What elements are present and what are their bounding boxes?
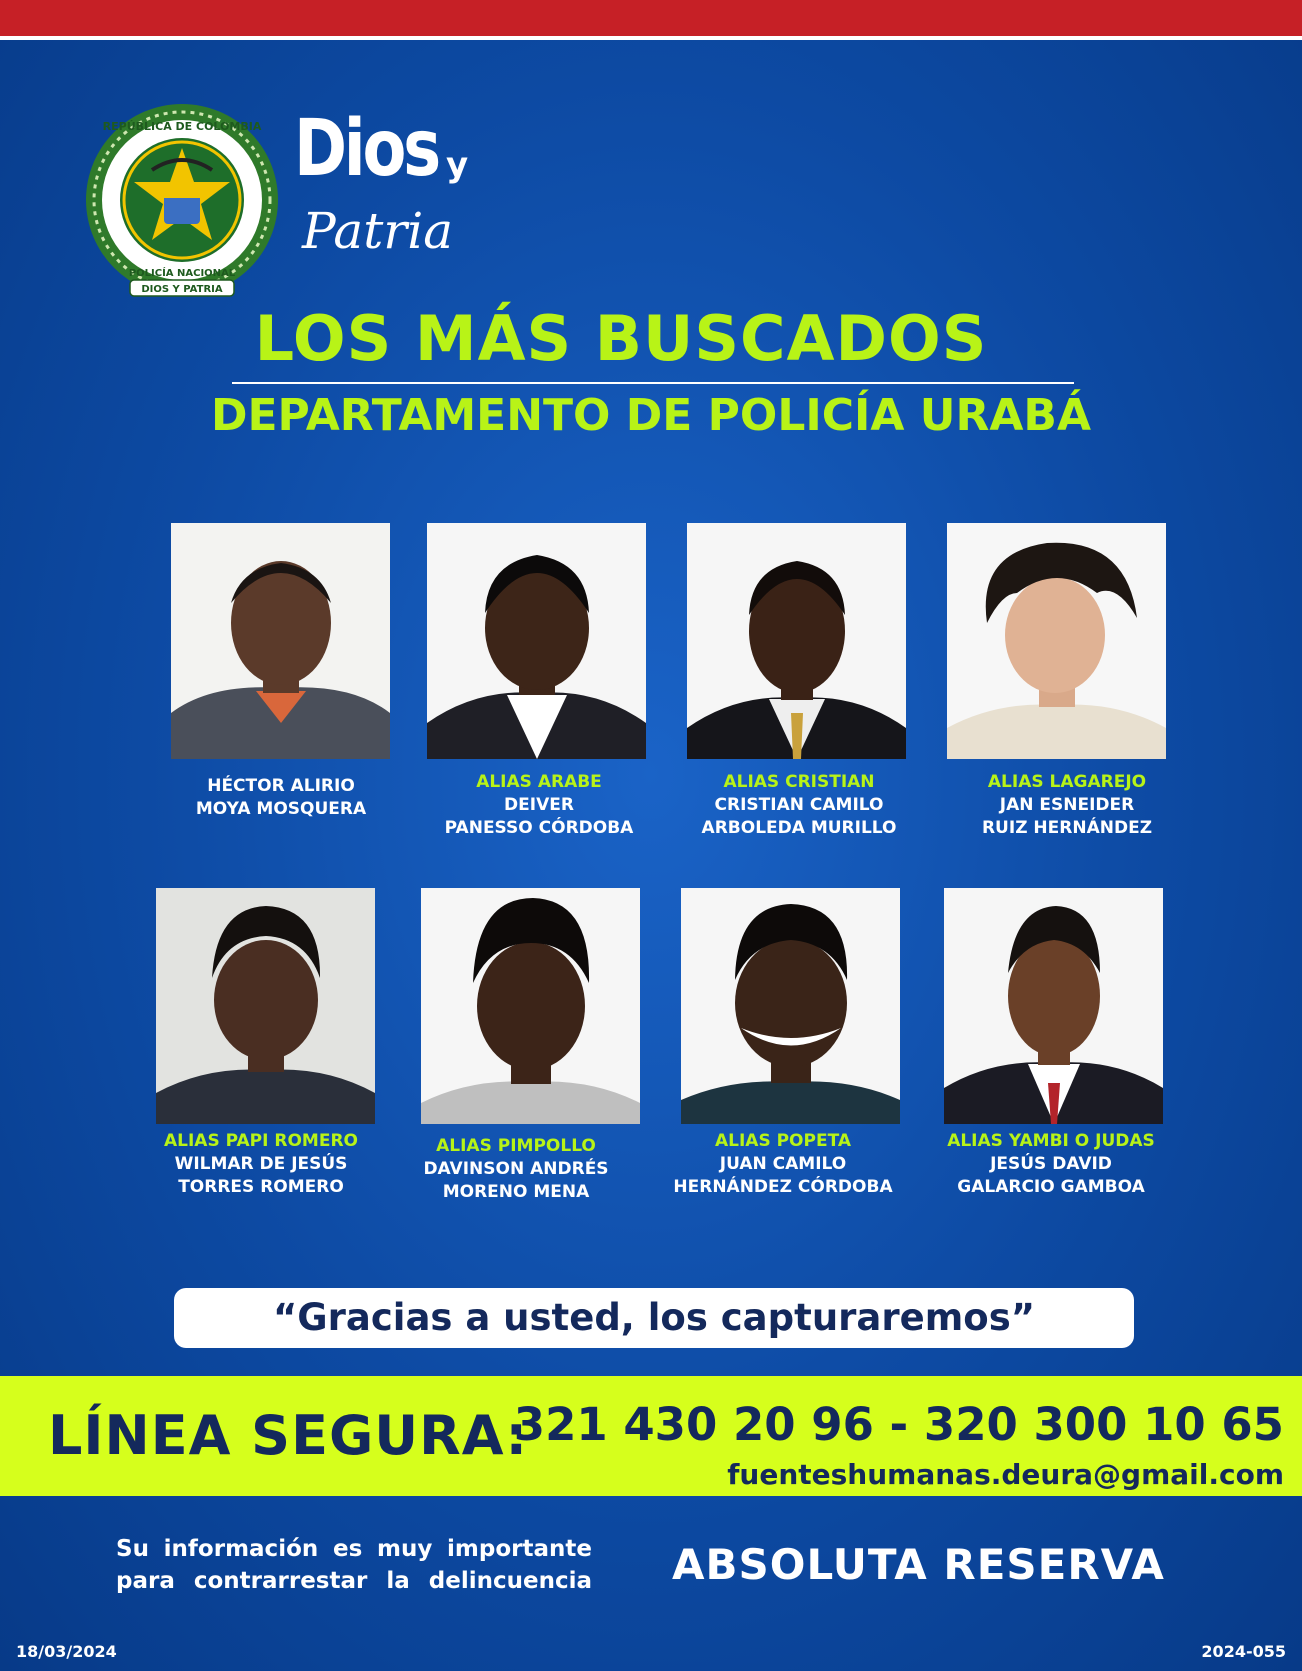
motto-dios: Dios bbox=[294, 104, 438, 194]
wanted-photo-8 bbox=[944, 888, 1163, 1124]
svg-text:POLICÍA NACIONAL: POLICÍA NACIONAL bbox=[128, 268, 236, 279]
wanted-photo-6 bbox=[421, 888, 640, 1124]
wanted-name-line1: JUAN CAMILO bbox=[719, 1154, 847, 1174]
wanted-alias: ALIAS LAGAREJO bbox=[987, 772, 1147, 792]
wanted-photo-3 bbox=[687, 523, 906, 759]
wanted-name-line2: PANESSO CÓRDOBA bbox=[444, 818, 634, 838]
wanted-name-line1: WILMAR DE JESÚS bbox=[174, 1154, 348, 1174]
motto-patria: Patria bbox=[302, 202, 454, 260]
info-text bbox=[116, 1533, 592, 1597]
wanted-alias: ALIAS CRISTIAN bbox=[723, 772, 875, 792]
wanted-name-line2: TORRES ROMERO bbox=[178, 1177, 344, 1197]
wanted-name-line1: JAN ESNEIDER bbox=[999, 795, 1135, 815]
wanted-caption-4 bbox=[937, 771, 1197, 840]
wanted-name-line2: MORENO MENA bbox=[442, 1182, 590, 1202]
wanted-alias: ALIAS PIMPOLLO bbox=[436, 1136, 596, 1156]
wanted-caption-5 bbox=[131, 1130, 391, 1199]
hotline-label: LÍNEA SEGURA: bbox=[48, 1404, 529, 1467]
motto-y: y bbox=[446, 145, 469, 185]
top-red-bar bbox=[0, 0, 1302, 36]
wanted-photo-5 bbox=[156, 888, 375, 1124]
wanted-caption-8 bbox=[921, 1130, 1181, 1199]
poster-subtitle: DEPARTAMENTO DE POLICÍA URABÁ bbox=[210, 390, 1092, 441]
wanted-photo-2 bbox=[427, 523, 646, 759]
wanted-alias: ALIAS PAPI ROMERO bbox=[163, 1131, 358, 1151]
absolute-reserve-text: ABSOLUTA RESERVA bbox=[672, 1540, 1165, 1589]
info-line-1: Su información es muy importante bbox=[116, 1536, 592, 1562]
wanted-name-line1: DEIVER bbox=[504, 795, 574, 815]
info-line-2: para contrarrestar la delincuencia bbox=[116, 1568, 592, 1594]
wanted-photo-1 bbox=[171, 523, 390, 759]
wanted-alias: ALIAS YAMBI O JUDAS bbox=[947, 1131, 1155, 1151]
wanted-name-line2: RUIZ HERNÁNDEZ bbox=[981, 818, 1153, 838]
poster-title: LOS MÁS BUSCADOS bbox=[254, 302, 988, 375]
wanted-caption-2 bbox=[409, 771, 669, 840]
wanted-caption-3 bbox=[669, 771, 929, 840]
svg-text:REPÚBLICA DE COLOMBIA: REPÚBLICA DE COLOMBIA bbox=[102, 120, 262, 133]
wanted-name-line2: GALARCIO GAMBOA bbox=[957, 1177, 1145, 1197]
svg-text:DIOS Y PATRIA: DIOS Y PATRIA bbox=[141, 284, 223, 295]
wanted-name-line2: ARBOLEDA MURILLO bbox=[701, 818, 897, 838]
wanted-photo-7 bbox=[681, 888, 900, 1124]
wanted-caption-6 bbox=[386, 1135, 646, 1204]
poster-date: 18/03/2024 bbox=[16, 1642, 117, 1661]
wanted-name-line1: DAVINSON ANDRÉS bbox=[423, 1159, 609, 1179]
poster-code: 2024-055 bbox=[1201, 1642, 1286, 1661]
wanted-name-line1: JESÚS DAVID bbox=[990, 1154, 1112, 1174]
wanted-caption-7 bbox=[653, 1130, 913, 1199]
hotline-phone-numbers[interactable]: 321 430 20 96 - 320 300 10 65 bbox=[513, 1398, 1284, 1451]
wanted-caption-1 bbox=[151, 775, 411, 821]
wanted-photo-4 bbox=[947, 523, 1166, 759]
wanted-name-line2: HERNÁNDEZ CÓRDOBA bbox=[673, 1177, 893, 1197]
police-seal-logo bbox=[82, 100, 282, 300]
wanted-alias: ALIAS ARABE bbox=[476, 772, 602, 792]
title-divider bbox=[232, 382, 1074, 384]
wanted-name-line1: HÉCTOR ALIRIO bbox=[207, 776, 355, 796]
motto-logo bbox=[290, 104, 490, 280]
wanted-alias: ALIAS POPETA bbox=[714, 1131, 852, 1151]
hotline-band bbox=[0, 1376, 1302, 1496]
hotline-email[interactable]: fuenteshumanas.deura@gmail.com bbox=[727, 1458, 1284, 1491]
wanted-name-line1: CRISTIAN CAMILO bbox=[714, 795, 884, 815]
slogan-box: “Gracias a usted, los capturaremos” bbox=[174, 1288, 1134, 1348]
wanted-name-line2: MOYA MOSQUERA bbox=[195, 799, 367, 819]
